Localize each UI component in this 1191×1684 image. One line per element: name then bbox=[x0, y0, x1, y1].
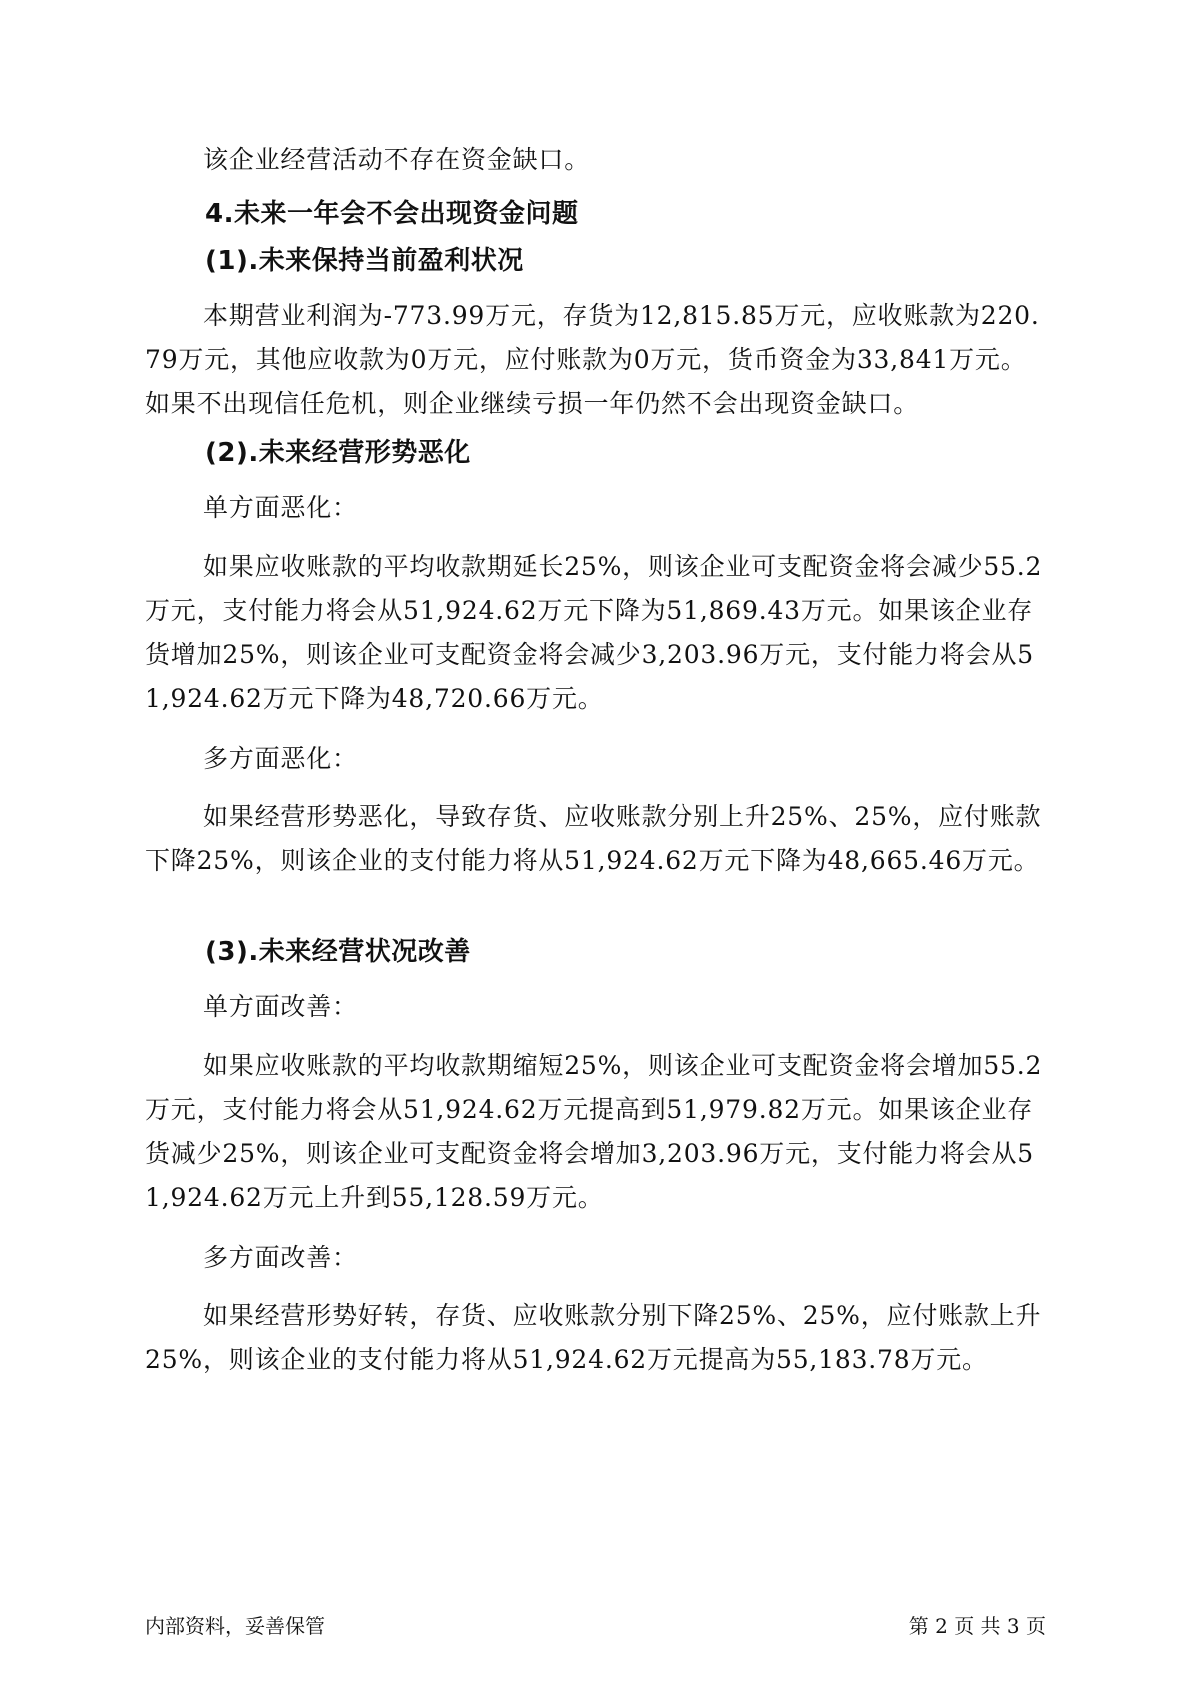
label-multi-deterioration: 多方面恶化： bbox=[203, 744, 358, 773]
label-single-improvement: 单方面改善： bbox=[203, 992, 358, 1021]
paragraph-multi-deterioration: 如果经营形势恶化，导致存货、应收账款分别上升25%、25%，应付账款下降25%，则该企业的支付能力将从51,924.62万元下降为48,665.46万元。 bbox=[145, 802, 1042, 875]
label-single-deterioration: 单方面恶化： bbox=[203, 493, 358, 522]
footer-page-number: 第 2 页 共 3 页 bbox=[908, 1614, 1046, 1638]
section-heading-4: 4.未来一年会不会出现资金问题 bbox=[205, 199, 579, 229]
subheading-2: (2).未来经营形势恶化 bbox=[205, 438, 471, 468]
label-multi-improvement: 多方面改善： bbox=[203, 1243, 358, 1272]
footer-confidential-note: 内部资料，妥善保管 bbox=[145, 1614, 325, 1638]
subheading-3: (3).未来经营状况改善 bbox=[205, 937, 471, 967]
paragraph-current-profit: 本期营业利润为-773.99万元，存货为12,815.85万元，应收账款为220.79万元，其他应收款为0万元，应付账款为0万元，货币资金为33,841万元。如果不出现信任危机，则企业继续亏损一年仍然不会出现资金缺口。 bbox=[145, 301, 1040, 418]
paragraph-multi-improvement: 如果经营形势好转，存货、应收账款分别下降25%、25%，应付账款上升25%，则该企业的支付能力将从51,924.62万元提高为55,183.78万元。 bbox=[145, 1301, 1042, 1374]
paragraph-single-deterioration: 如果应收账款的平均收款期延长25%，则该企业可支配资金将会减少55.2万元，支付能力将会从51,924.62万元下降为51,869.43万元。如果该企业存货增加25%，则该企业可支配资金将会减少3,203.96万元，支付能力将会从51,924.62万元下降为48,720.66万元。 bbox=[145, 552, 1043, 713]
subheading-1: (1).未来保持当前盈利状况 bbox=[205, 246, 524, 276]
paragraph-single-improvement: 如果应收账款的平均收款期缩短25%，则该企业可支配资金将会增加55.2万元，支付能力将会从51,924.62万元提高到51,979.82万元。如果该企业存货减少25%，则该企业可支配资金将会增加3,203.96万元，支付能力将会从51,924.62万元上升到55,128.59万元。 bbox=[145, 1051, 1043, 1212]
intro-paragraph: 该企业经营活动不存在资金缺口。 bbox=[203, 145, 591, 174]
